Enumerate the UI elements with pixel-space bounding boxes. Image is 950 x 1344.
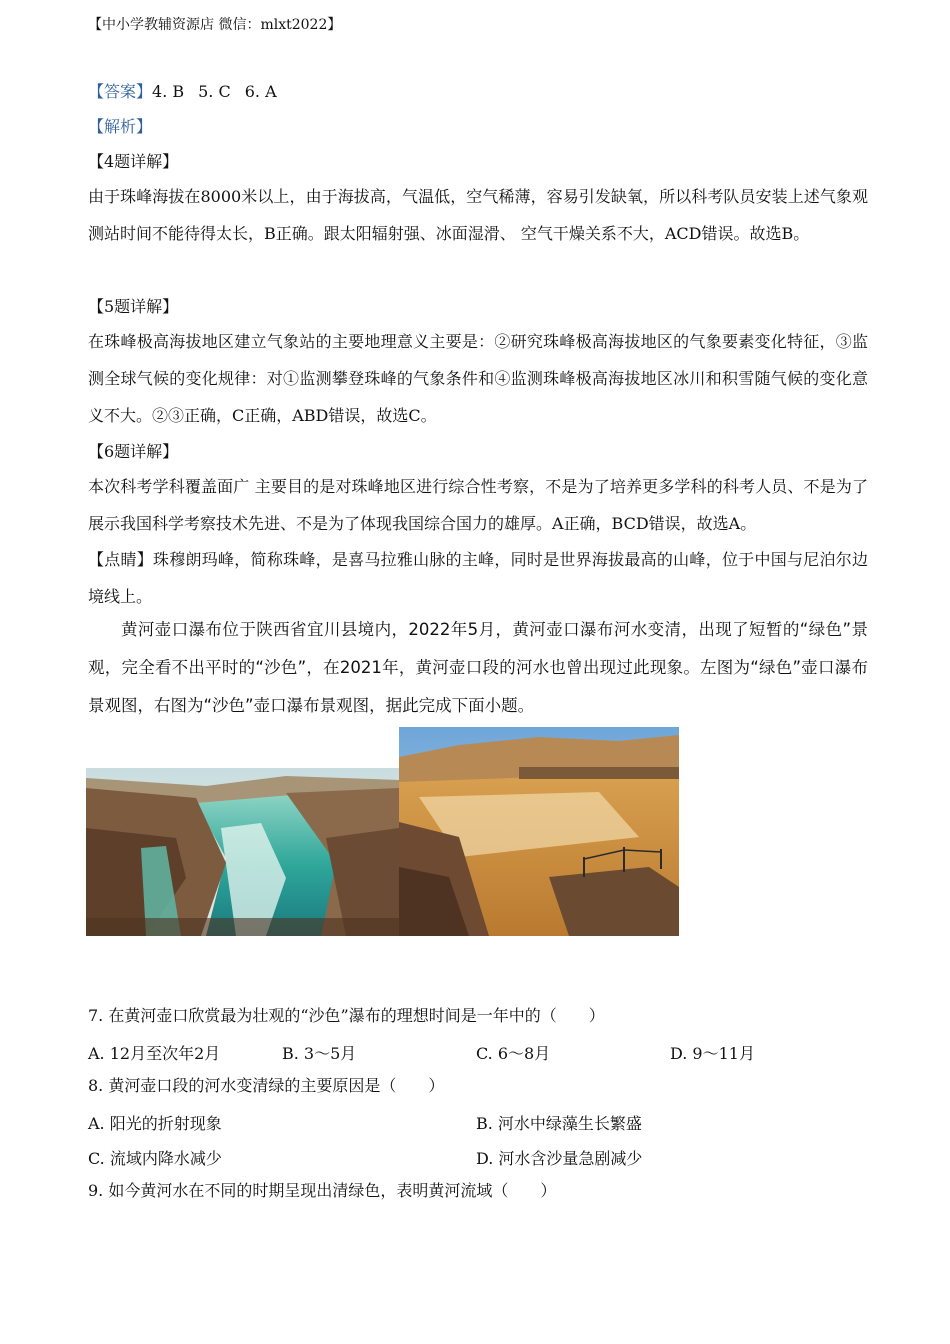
q5-title: 【5题详解】 — [88, 297, 179, 316]
green-waterfall-image — [86, 768, 399, 936]
q4-explanation: 由于珠峰海拔在8000米以上，由于海拔高，气温低，空气稀薄，容易引发缺氧，所以科考队员安装上述气象观测站时间不能待得太长，B正确。跟太阳辐射强、冰面湿滑、 空气干燥关系不大，ACD错误。故选B。 — [88, 187, 868, 243]
answer-line — [88, 82, 277, 102]
question-8-option-c[interactable]: C. 流域内降水减少 — [88, 1149, 222, 1168]
waterfall-figures — [86, 727, 680, 937]
passage-intro: 黄河壶口瀑布位于陕西省宜川县境内，2022年5月，黄河壶口瀑布河水变清，出现了短暂的“绿色”景观，完全看不出平时的“沙色”，在2021年，黄河壶口段的河水也曾出现过此现象。左图为“绿色”壶口瀑布景观图，右图为“沙色”壶口瀑布景观图，据此完成下面小题。 — [88, 620, 868, 715]
q6-explanation: 本次科考学科覆盖面广 主要目的是对珠峰地区进行综合性考察，不是为了培养更多学科的科考人员、不是为了展示我国科学考察技术先进、不是为了体现我国综合国力的雄厚。A正确，BCD错误，故选A。 — [88, 477, 868, 533]
q5-explanation: 在珠峰极高海拔地区建立气象站的主要地理意义主要是：②研究珠峰极高海拔地区的气象要素变化特征，③监测全球气候的变化规律：对①监测攀登珠峰的气象条件和④监测珠峰极高海拔地区冰川和积雪随气候的变化意义不大。②③正确，C正确，ABD错误，故选C。 — [88, 332, 868, 425]
question-8-stem: 8. 黄河壶口段的河水变清绿的主要原因是（ ） — [88, 1076, 445, 1095]
tip-text: 珠穆朗玛峰，简称珠峰，是喜马拉雅山脉的主峰，同时是世界海拔最高的山峰，位于中国与尼泊尔边境线上。 — [88, 550, 868, 606]
question-8-option-a[interactable]: A. 阳光的折射现象 — [88, 1114, 222, 1133]
question-8-option-d[interactable]: D. 河水含沙量急剧减少 — [476, 1149, 643, 1168]
question-7-option-c[interactable]: C. 6～8月 — [476, 1044, 551, 1063]
tip-paragraph — [88, 541, 868, 615]
question-9-stem: 9. 如今黄河水在不同的时期呈现出清绿色，表明黄河流域（ ） — [88, 1181, 557, 1200]
sandy-waterfall-image — [399, 727, 679, 936]
q4-title: 【4题详解】 — [88, 152, 179, 171]
question-7-option-a[interactable]: A. 12月至次年2月 — [88, 1044, 221, 1063]
tip-tag: 【点睛】 — [88, 550, 154, 569]
question-7-stem: 7. 在黄河壶口欣赏最为壮观的“沙色”瀑布的理想时间是一年中的（ ） — [88, 1006, 605, 1025]
analysis-tag: 【解析】 — [88, 117, 153, 136]
answer-item: 5. C — [198, 82, 231, 101]
question-7-option-b[interactable]: B. 3～5月 — [282, 1044, 357, 1063]
page-header: 【中小学教辅资源店 微信：mlxt2022】 — [88, 17, 342, 33]
q6-title: 【6题详解】 — [88, 442, 179, 461]
question-7-option-d[interactable]: D. 9～11月 — [670, 1044, 755, 1063]
answer-item: 4. B — [152, 82, 185, 101]
question-8-option-b[interactable]: B. 河水中绿藻生长繁盛 — [476, 1114, 642, 1133]
answer-item: 6. A — [244, 82, 277, 101]
answer-tag: 【答案】 — [88, 82, 153, 101]
